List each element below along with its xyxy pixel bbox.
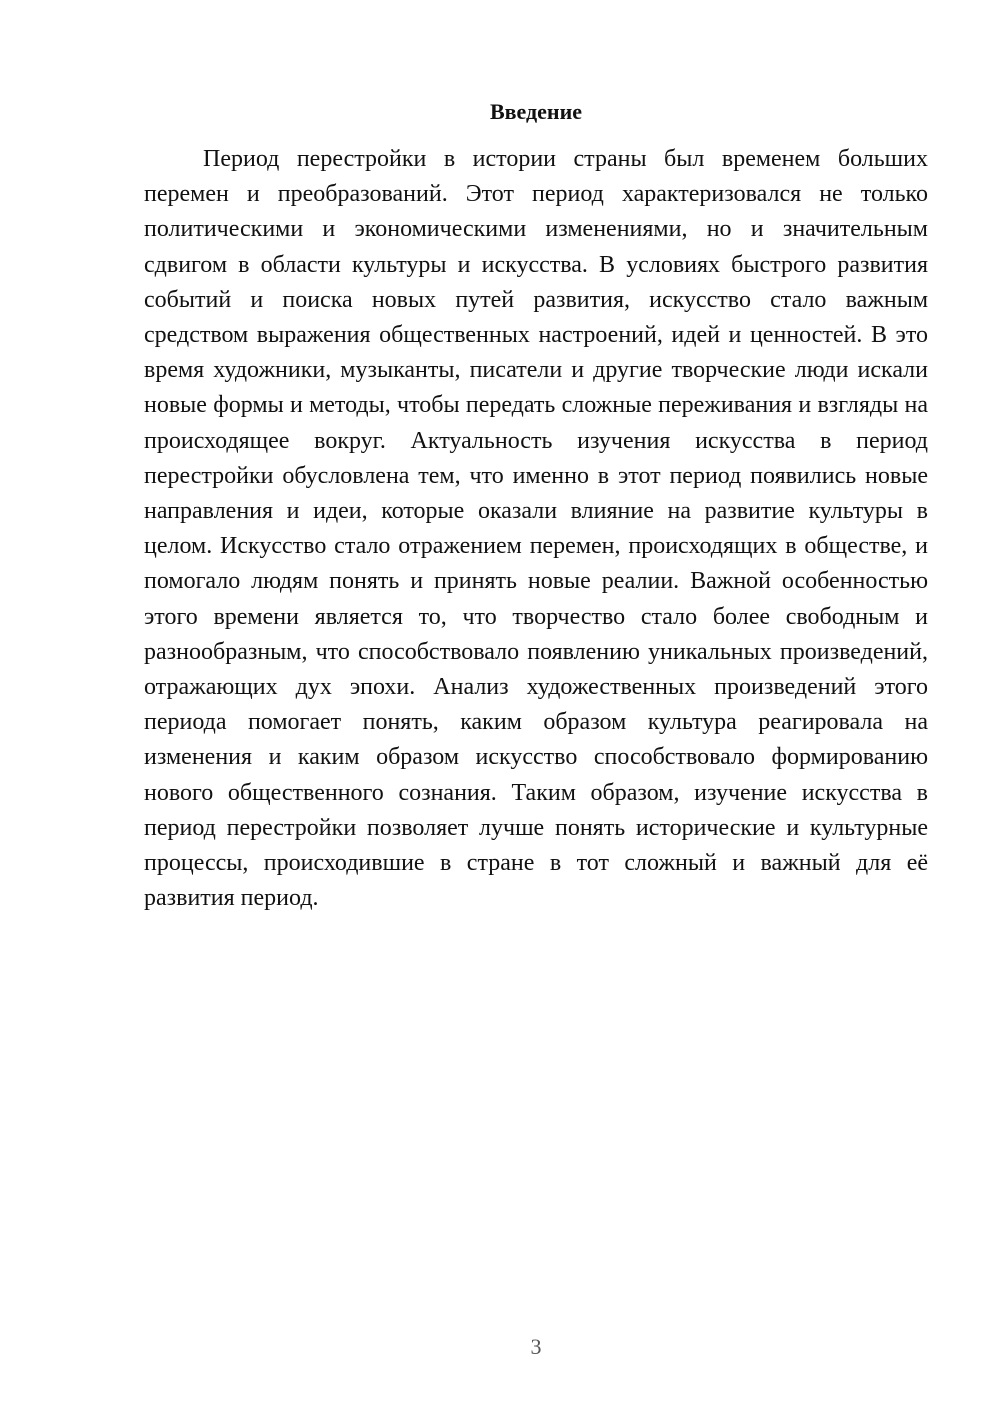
introduction-paragraph: Период перестройки в истории страны был временем больших перемен и преобразований. Этот период характеризовался не только политическими и экономическими изменениями, но и значительным сдвигом в области культуры и искусства. В условиях быстрого развития событий и поиска новых путей развития, искусство стало важным средством выражения общественных настроений, идей и ценностей. В это время художники, музыканты, писатели и другие творческие люди искали новые формы и методы, чтобы передать сложные переживания и взгляды на происходящее вокруг. Актуальность изучения искусства в период перестройки обусловлена тем, что именно в этот период появились новые направления и идеи, которые оказали влияние на развитие культуры в целом. Искусство стало отражением перемен, происходящих в обществе, и помогало людям понять и принять новые реалии. Важной особенностью этого времени является то, что творчество стало более свободным и разнообразным, что способствовало появлению уникальных произведений, отражающих дух эпохи. Анализ художественных произведений этого периода помогает понять, каким образом культура реагировала на изменения и каким образом искусство способствовало формированию нового общественного сознания. Таким образом, изучение искусства в период перестройки позволяет лучше понять исторические и культурные процессы, происходившие в стране в тот сложный и важный для её развития период.: [144, 146, 928, 912]
section-title: Введение: [489, 99, 583, 124]
page-number: 3: [530, 1334, 542, 1359]
